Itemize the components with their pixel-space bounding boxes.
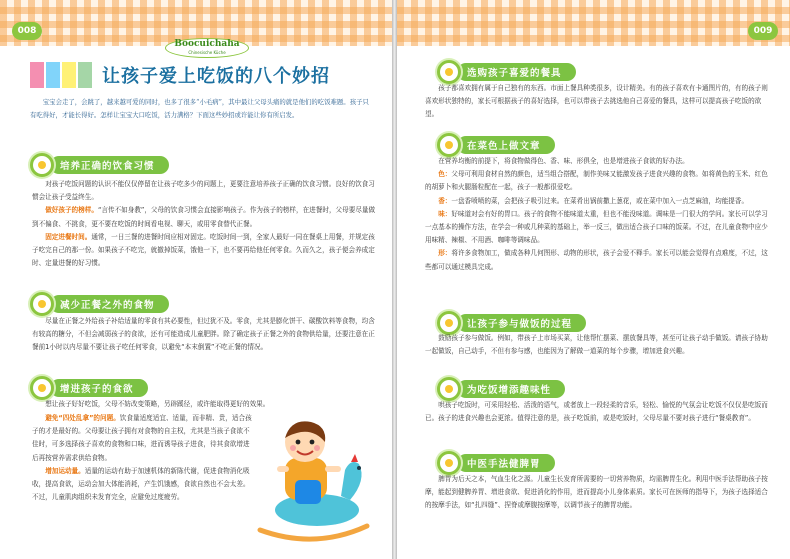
flower-icon (437, 377, 461, 401)
paragraph (32, 465, 252, 505)
paragraph-text: 父母可利用食材自然的颜色，适当组合搭配，制作美味又能激发孩子进食兴趣的食物。如将黄色的玉米、红色的胡萝卜和火腿肠粒配在一起，孩子一般都很爱吃。 (425, 170, 768, 192)
paragraph (425, 473, 773, 513)
section-heading (30, 153, 169, 177)
paragraph-text: 好味道对会有好的胃口。孩子的食物不能味道太重，但也不能没味道。调味是一门很大的学问。家长可以学习一点基本的操作方法，在学会一种或几种菜的基础上，举一反三，做出适合孩子口味的饭菜。不过，在儿童食物中应少用味精、辣椒、不用酒、咖啡等调味品。 (425, 209, 768, 245)
paragraph (425, 247, 773, 273)
paragraph-text: 适量的运动有助于加速机体的新陈代谢，促进食物消化吸收，提高食欲，运动会加大体能消耗，产生饥饿感，食欲自然也不会太差。不过，儿童肌肉组织未发育完全，应避免过度疲劳。 (32, 466, 250, 502)
section-body-intro (32, 398, 376, 411)
left-page (0, 0, 392, 559)
section-body (32, 178, 376, 270)
color-block-decoration (62, 62, 76, 88)
checkered-header-band (397, 0, 790, 46)
section-heading (437, 451, 555, 475)
flower-icon (30, 292, 54, 316)
section-title: 培养正确的饮食习惯 (50, 156, 169, 174)
paragraph (32, 398, 376, 411)
section-body (32, 315, 376, 355)
section-body (425, 332, 773, 358)
paragraph-lead: 香： (438, 196, 452, 205)
paragraph-text: 尽量在正餐之外给孩子补给适量的零食有其必要性，但过犹不及。零食，尤其是膨化饼干、碳酸饮料等食物，均含有较高的糖分，不但会减弱孩子的食欲，还有可能造成儿童肥胖。除了确定孩子正餐之外的食物供给量，还要注意在正餐前1小时以内尽量不要让孩子吃任何零食，以避免“本末倒置”不吃正餐的情况。 (32, 317, 375, 352)
section-heading (30, 376, 148, 400)
paragraph-text: 脾胃为后天之本，气血生化之源。儿童生长发育所需要的一切营养物质，均需脾胃生化。利用中医手法帮助孩子按摩，能起到健脾养胃、增进食欲、促进消化的作用，进而提高小儿身体素质。家长可在医师的指导下，为孩子选择适合的按摩手法，如“扎四缝”、捏脊或摩腹按摩等，以调节孩子的脾胃功能。 (425, 475, 768, 510)
paragraph-lead: 色： (438, 170, 452, 179)
paragraph-text: 饮食量适度适宜、适量，而非精、贵，适合孩子的才是最好的。父母要让孩子拥有对食物的自主权，尤其是当孩子食欲不佳时，可多选择孩子喜欢的食物和口味，进而诱导孩子进食，待其食欲增进后再按营养需求供给食物。 (32, 414, 252, 462)
brand-name: Boocuichaha (174, 39, 240, 49)
color-block-decoration (30, 62, 44, 88)
paragraph-text: 一盘香喷喷的菜，会把孩子吸引过来。在菜肴出锅前撒上葱花，或在菜中加入一点芝麻油，均能提香。 (451, 196, 749, 205)
page-number: 008 (12, 22, 42, 40)
paragraph-text: 将许多食物加工，做成各种几何图形、动物的形状，孩子会爱不释手。家长可以能会觉得有点难度，不过，这些都可以通过模具完成。 (425, 249, 768, 271)
paragraph-text: 孩子都喜欢拥有属于自己独有的东西。市面上餐具种类很多，设计精美。有的孩子喜欢有卡通图片的，有的孩子则喜欢形状独特的，家长可根据孩子的喜好选择，也可以带孩子去挑选他自己喜爱的餐具，这样可以提高孩子吃饭的欲望。 (425, 84, 768, 119)
paragraph-text: 想让孩子好好吃饭，父母不妨改变策略，另辟蹊径，或许能取得更好的效果。 (45, 400, 270, 408)
section-body (425, 399, 773, 425)
section-title: 在菜色上做文章 (457, 136, 555, 154)
paragraph (32, 231, 376, 271)
page-title: 让孩子爱上吃饭的八个妙招 (102, 66, 330, 87)
paragraph-text: 通常，一日三餐的进餐时间应相对固定。吃饭时间一到，全家人最好一同在餐桌上用餐，并规定孩子吃完自己的那一份。如果孩子不吃完，就撤掉饭菜，饿他一下，也不要再给他任何零食。久而久之，孩子便会养成定时、定量进餐的好习惯。 (32, 232, 375, 268)
flower-icon (30, 153, 54, 177)
paragraph (425, 332, 773, 358)
flower-icon (437, 133, 461, 157)
paragraph (32, 315, 376, 355)
color-block-decoration (46, 62, 60, 88)
paragraph-text: 哄孩子吃饭时，可采用轻松、活泼的语气，或者放上一段轻柔的音乐，轻松、愉悦的气氛会让吃饭不仅仅是吃饭而已。孩子的进食兴趣也会更浓。值得注意的是，孩子吃饭前，或是吃饭时，父母尽量不要对孩子进行“餐桌教育”。 (425, 401, 768, 423)
intro-text: 宝宝会走了，会跳了，越来越可爱的同时，也多了很多“小毛病”，其中最让父母头痛的就是他们的吃饭难题。孩子只有吃得好，才能长得好。怎样让宝宝大口吃饭，活力满格？下面这些妙招或许能让你有所启发。 (30, 98, 369, 119)
section-heading (437, 60, 576, 84)
paragraph (32, 204, 376, 230)
section-title: 选购孩子喜爱的餐具 (457, 63, 576, 81)
paragraph-lead: 增加运动量。 (45, 466, 85, 475)
paragraph-lead: 形： (438, 249, 452, 258)
color-block-decoration (78, 62, 92, 88)
paragraph-text: 对孩子吃饭问题的认识不能仅仅停留在让孩子吃多少的问题上，更要注意培养孩子正确的饮食习惯。良好的饮食习惯会让孩子受益终生。 (32, 180, 375, 202)
section-heading (437, 377, 565, 401)
paragraph (425, 168, 773, 194)
paragraph-text: “言传不如身教”，父母的饮食习惯会直接影响孩子。作为孩子的榜样，在进餐时，父母要尽量做到不偏食、不挑食，更不要在吃饭的时间看电视、聊天，或用零食替代正餐。 (32, 206, 376, 228)
paragraph (425, 195, 773, 208)
section-body (32, 412, 252, 504)
section-body (425, 473, 773, 513)
flower-icon (437, 451, 461, 475)
paragraph (425, 399, 773, 425)
paragraph-lead: 固定进餐时间。 (45, 232, 92, 241)
section-heading (30, 292, 169, 316)
section-title: 减少正餐之外的食物 (50, 295, 169, 313)
title-row (30, 58, 330, 92)
section-title: 中医手法健脾胃 (457, 454, 555, 472)
paragraph-lead: 避免“四处乱拿”的问题。 (45, 414, 120, 422)
right-page (397, 0, 790, 559)
paragraph-text: 鼓励孩子参与做饭。例如，带孩子上市场买菜，让他帮忙摆菜、摆放餐具等，甚至可让孩子动手做饭。请孩子协助一起做饭，自己动手，不但有参与感，也能因为了解做一道菜的每个步骤，增加进食兴趣。 (425, 334, 768, 356)
paragraph-lead: 做好孩子的榜样。 (45, 206, 98, 215)
intro-paragraph (30, 96, 375, 121)
paragraph (32, 412, 252, 465)
brand-logo (165, 38, 249, 58)
section-body (425, 82, 773, 122)
paragraph (425, 155, 773, 168)
section-heading (437, 133, 555, 157)
page-number: 009 (748, 22, 778, 40)
paragraph (425, 82, 773, 122)
paragraph-lead: 味： (438, 209, 452, 218)
flower-icon (30, 376, 54, 400)
paragraph-text: 在营养均衡的前提下，将食物做得色、香、味、形俱全，也是增进孩子食欲的好办法。 (438, 157, 689, 165)
section-title: 为吃饭增添趣味性 (457, 380, 565, 398)
flower-icon (437, 60, 461, 84)
child-on-rocking-horse-illustration (255, 418, 373, 543)
section-title: 让孩子参与做饭的过程 (457, 314, 586, 332)
paragraph (425, 208, 773, 248)
section-title: 增进孩子的食欲 (50, 379, 148, 397)
section-body (425, 155, 773, 274)
paragraph (32, 178, 376, 204)
brand-subtitle: Chinesische Küche (188, 50, 226, 55)
